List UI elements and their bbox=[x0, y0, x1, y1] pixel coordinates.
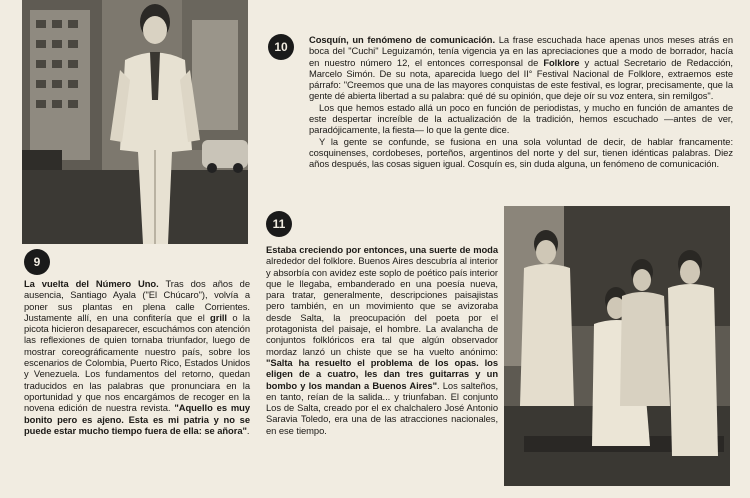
article-moda-folklore bbox=[266, 244, 498, 436]
article-cosquin-paragraph-3: Y la gente se confunde, se fusiona en una sola voluntad de decir, de hablar francamente: cosquinenses, cordobeses, porteños, argentinos del norte y del sur, tienen idénticas palabras. Diez años después, las cosas siguen igual. Cosquín es, sin duda alguna, un fenómeno de comunicación. bbox=[309, 135, 733, 170]
article-vuelta-quote: "Aquello es muy bonito pero es ajeno. Esta es mi patria y no se puede estar mucho tiempo fuera de ella: se añora" bbox=[24, 402, 250, 436]
photo-street-scene bbox=[22, 0, 248, 244]
article-vuelta-numero-uno bbox=[24, 278, 250, 436]
article-cosquin-paragraph-1: Cosquín, un fenómeno de comunicación. La frase escuchada hace apenas unos meses atrás en boca del "Cuchi" Leguizamón, tenía vigencia ya en las apreciaciones que a modo de borrador, hacía en nuestro número 12, el entonces corresponsal de Folklore y actual Secretario de Redacción, Marcelo Simón. De su nota, aparecida luego del II° Festival Nacional de Folklore, extraemos este párrafo: "Creemos que una de las mayores conquistas de este festival, es lograr, precisamente, que la gente dé abierta libertad a su palabra: qué dé su opinión, que deje oír su voz entera, sin remilgos". bbox=[309, 34, 733, 102]
article-moda-paragraph: Estaba creciendo por entonces, una suerte de moda alrededor del folklore. Buenos Aires descubría al interior y absorbía con avidez este soplo de poético país interior que le llegaba, embanderado en una poesía nueva, para tratar, generalmente, descripciones paisajistas pero también, en un movimiento que se avizoraba desde Salta, la preocupación del poeta por el protagonista del paisaje, el hombre. La avalancha de conjuntos folklóricos era tal que algún observador mordaz lanzó un chiste que se ha vuelto anónimo: "Salta ha resuelto el problema de los opas. los eligen de a cuatro, les dan tres guitarras y un bombo y los mandan a Buenos Aires". Los salteños, en tanto, reían de la salida... y triunfaban. El conjunto Los de Salta, creado por el ex chalchalero José Antonio Saravia Toledo, era una de las atracciones nacionales, en ese tiempo. bbox=[266, 244, 499, 436]
article-cosquin-paragraph-2: Los que hemos estado allá un poco en función de periodistas, y mucho en función de amantes de este despertar increíble de la actualización de la tradición, hemos escuchado —antes de ver, paradójicamente, la fiesta— lo que la gente dice. bbox=[309, 101, 733, 136]
photo-los-de-salta bbox=[504, 206, 730, 486]
item-number-badge-9: 9 bbox=[24, 249, 50, 275]
article-moda-quote: "Salta ha resuelto el problema de los opas. los eligen de a cuatro, les dan tres guitarras y un bombo y los mandan a Buenos Aires" bbox=[266, 356, 498, 391]
article-vuelta-title: La vuelta del Número Uno. bbox=[24, 278, 159, 289]
article-cosquin bbox=[309, 34, 733, 170]
article-cosquin-title: Cosquín, un fenómeno de comunicación. bbox=[309, 34, 496, 45]
article-vuelta-paragraph: La vuelta del Número Uno. Tras dos años de ausencia, Santiago Ayala ("El Chúcaro"), volvía a poner sus plantas en plena calle Corrientes. Justamente allí, en una confitería que el grill o la picota hicieron desaparecer, escuchámos con atención las reflexiones de quien tornaba triunfador, luego de mostrar coreográficamente nuestro país, sobre los escenarios de Colombia, Puerto Rico, Estados Unidos y Venezuela. Los fundamentos del retorno, quedan traducidos en las palabras que pronunciara en la oportunidad y que nos encargámos de recoger en la novena edición de nuestra revista. "Aquello es muy bonito pero es ajeno. Esta es mi patria y no se puede estar mucho tiempo fuera de ella: se añora". bbox=[24, 278, 250, 436]
item-number-badge-10: 10 bbox=[268, 34, 294, 60]
photo-group-scene bbox=[504, 206, 730, 486]
item-number-badge-11: 11 bbox=[266, 211, 292, 237]
article-moda-lead: Estaba creciendo por entonces, una suerte de moda bbox=[266, 244, 498, 255]
photo-santiago-ayala bbox=[22, 0, 248, 244]
